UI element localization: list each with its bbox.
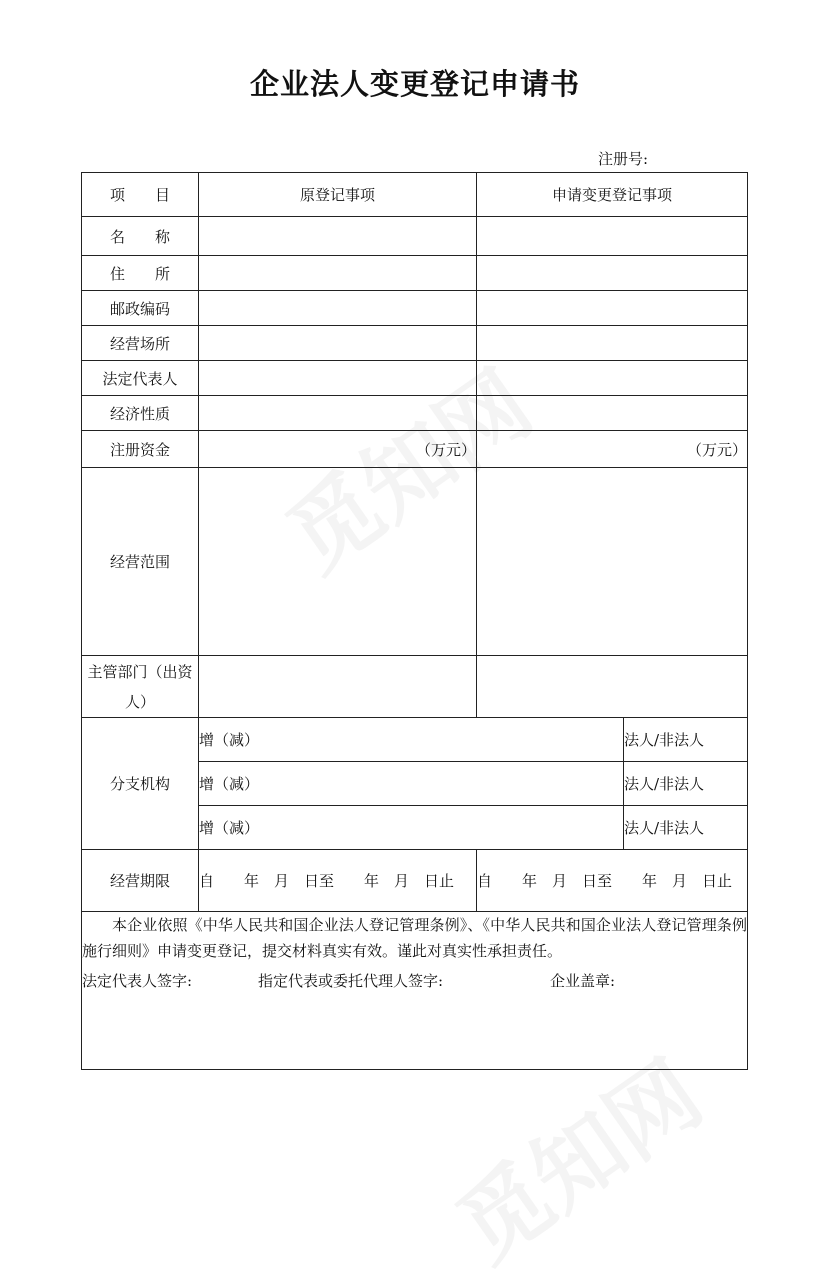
field-legal-rep-original[interactable] [199,361,477,396]
declaration-cell [82,912,748,1070]
field-dept-original[interactable] [199,656,477,718]
label-branches: 分支机构 [82,718,199,850]
label-capital: 注册资金 [82,431,199,468]
label-name: 名 称 [82,217,199,256]
field-address-requested[interactable] [477,256,748,291]
row-declaration [82,912,748,1070]
row-premises [82,326,748,361]
label-premises: 经营场所 [82,326,199,361]
declaration-text: 本企业依照《中华人民共和国企业法人登记管理条例》、《中华人民共和国企业法人登记管理条例施行细则》申请变更登记，提交材料真实有效。谨此对真实性承担责任。 [82,916,748,960]
field-scope-requested[interactable] [477,468,748,656]
label-nature: 经济性质 [82,396,199,431]
row-branch-1 [82,718,748,762]
signature-line [82,968,747,994]
field-legal-rep-requested[interactable] [477,361,748,396]
branch-change-3[interactable]: 增（减） [199,806,624,850]
branch-type-2[interactable]: 法人/非法人 [624,762,748,806]
branch-change-2[interactable]: 增（减） [199,762,624,806]
field-scope-original[interactable] [199,468,477,656]
label-address: 住 所 [82,256,199,291]
header-row [82,173,748,217]
row-postcode [82,291,748,326]
row-nature [82,396,748,431]
row-capital [82,431,748,468]
field-postcode-original[interactable] [199,291,477,326]
field-postcode-requested[interactable] [477,291,748,326]
field-period-original[interactable]: 自 年 月 日至 年 月 日止 [199,850,477,912]
row-name [82,217,748,256]
legal-rep-signature-label: 法定代表人签字: [82,972,193,990]
row-address [82,256,748,291]
row-dept [82,656,748,718]
field-period-requested[interactable]: 自 年 月 日至 年 月 日止 [477,850,748,912]
field-nature-requested[interactable] [477,396,748,431]
field-address-original[interactable] [199,256,477,291]
field-name-original[interactable] [199,217,477,256]
row-period [82,850,748,912]
document-title: 企业法人变更登记申请书 [249,67,580,101]
field-premises-requested[interactable] [477,326,748,361]
field-name-requested[interactable] [477,217,748,256]
label-postcode: 邮政编码 [82,291,199,326]
label-legal-rep: 法定代表人 [82,361,199,396]
label-dept: 主管部门（出资人） [82,656,199,718]
branch-type-3[interactable]: 法人/非法人 [624,806,748,850]
branch-change-1[interactable]: 增（减） [199,718,624,762]
header-original: 原登记事项 [199,173,477,217]
field-premises-original[interactable] [199,326,477,361]
row-scope [82,468,748,656]
field-dept-requested[interactable] [477,656,748,718]
field-nature-original[interactable] [199,396,477,431]
header-requested: 申请变更登记事项 [477,173,748,217]
row-legal-rep [82,361,748,396]
label-scope: 经营范围 [82,468,199,656]
field-capital-original[interactable]: （万元） [199,431,477,468]
agent-signature-label: 指定代表或委托代理人签字: [258,972,444,990]
header-item: 项 目 [82,173,199,217]
branch-type-1[interactable]: 法人/非法人 [624,718,748,762]
application-form-table [81,172,748,1070]
company-seal-label: 企业盖章: [550,972,616,990]
field-capital-requested[interactable]: （万元） [477,431,748,468]
registration-number-label: 注册号: [598,150,649,168]
label-period: 经营期限 [82,850,199,912]
